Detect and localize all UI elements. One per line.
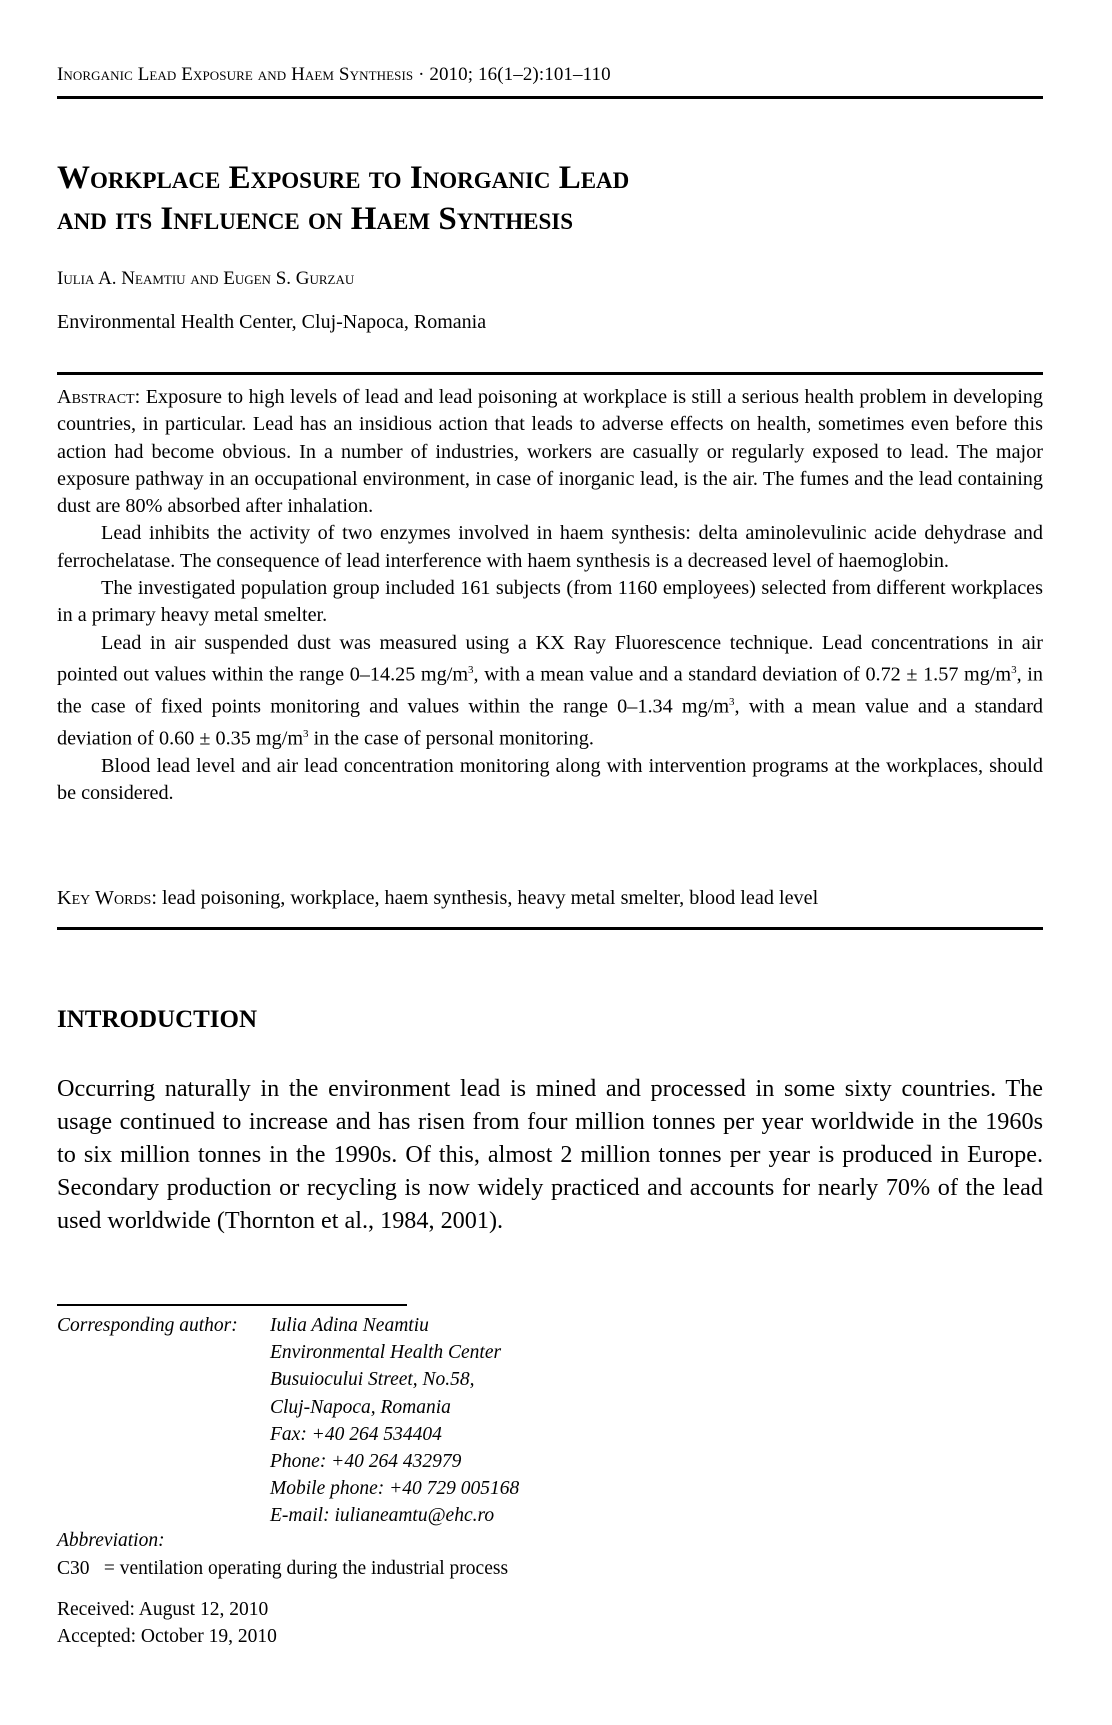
accepted-date: Accepted: October 19, 2010 [57, 1626, 277, 1647]
running-title: Inorganic Lead Exposure and Haem Synthesis [57, 64, 414, 85]
title-line-1: Workplace Exposure to Inorganic Lead [57, 160, 630, 196]
keywords-label: Key Words: [57, 887, 157, 909]
abstract-top-rule [57, 372, 1043, 375]
abstract-label: Abstract: [57, 386, 141, 408]
abbreviation-label: Abbreviation: [57, 1530, 165, 1551]
abstract-paragraph: The investigated population group included 161 subjects (from 1160 employees) selected from different workplaces in a primary heavy metal smelter. [57, 577, 1043, 627]
title-line-2: and its Influence on Haem Synthesis [57, 201, 574, 237]
received-date: Received: August 12, 2010 [57, 1599, 269, 1620]
abstract-paragraph: Blood lead level and air lead concentration monitoring along with intervention programs at the workplaces, should be considered. [57, 755, 1043, 805]
authors: Iulia A. Neamtiu and Eugen S. Gurzau [57, 268, 355, 289]
article-title [57, 158, 629, 240]
keywords-list: lead poisoning, workplace, haem synthesis, heavy metal smelter, blood lead level [156, 887, 819, 909]
keywords [57, 887, 818, 910]
running-header [57, 64, 611, 86]
footnote-rule [57, 1304, 407, 1306]
abstract-paragraph: Abstract: Exposure to high levels of lead and lead poisoning at workplace is still a serious health problem in developing countries, in particular. Lead has an insidious action that leads to adverse effects on health, sometimes even before this action had become obvious. In a number of industries, workers are casually or regularly exposed to lead. The major exposure pathway in an occupational environment, in case of inorganic lead, is the air. The fumes and the lead containing dust are 80% absorbed after inhalation. [57, 386, 1043, 518]
email-link[interactable]: E-mail: iulianeamtu@ehc.ro [270, 1505, 495, 1527]
introduction-paragraph: Occurring naturally in the environment lead is mined and processed in some sixty countries. The usage continued to increase and has risen from four million tonnes per year worldwide in the 1960s to six million tonnes in the 1990s. Of this, almost 2 million tonnes per year is produced in Europe. Secondary production or recycling is now widely practiced and accounts for nearly 70% of the lead used worldwide (Thornton et al., 1984, 2001). [57, 1075, 1043, 1234]
abstract-bottom-rule [57, 927, 1043, 930]
abstract-paragraph: Lead inhibits the activity of two enzymes involved in haem synthesis: delta aminolevulinic acide dehydrase and ferrochelatase. The consequence of lead interference with haem synthesis is a decreased level of haemoglobin. [57, 522, 1043, 572]
manuscript-dates [57, 1596, 277, 1650]
abbreviation-entry: C30 = ventilation operating during the industrial process [57, 1558, 509, 1579]
affiliation: Environmental Health Center, Cluj-Napoca, Romania [57, 311, 487, 333]
abstract [57, 384, 1043, 808]
corresponding-author-footnote: Corresponding author: Iulia Adina Neamtiu Environmental Health Center Busuiocului Street, No.58, Cluj-Napoca, Romania Fax: +40 264 534404 Phone: +40 264 432979 Mobile phone: +40 729 005168 E-mail: iulianeamtu@ehc.ro [57, 1312, 519, 1530]
abstract-paragraph: Lead in air suspended dust was measured using a KX Ray Fluorescence technique. Lead concentrations in air pointed out values within the range 0–14.25 $mg/m^3$, with a mean value and a standard deviation of 0.72 ± 1.57 $mg/m^3$, in the case of fixed points monitoring and values within the range 0–1.34 $mg/m^3$, with a mean value and a standard deviation of 0.60 ± 0.35 $mg/m^3$ in the case of personal monitoring. [57, 631, 1044, 750]
section-heading-introduction: INTRODUCTION [57, 1006, 258, 1033]
header-rule [57, 96, 1043, 99]
citation: · 2010; 16(1–2):101–110 [413, 64, 611, 85]
footnote-label: Corresponding author: [57, 1315, 238, 1336]
